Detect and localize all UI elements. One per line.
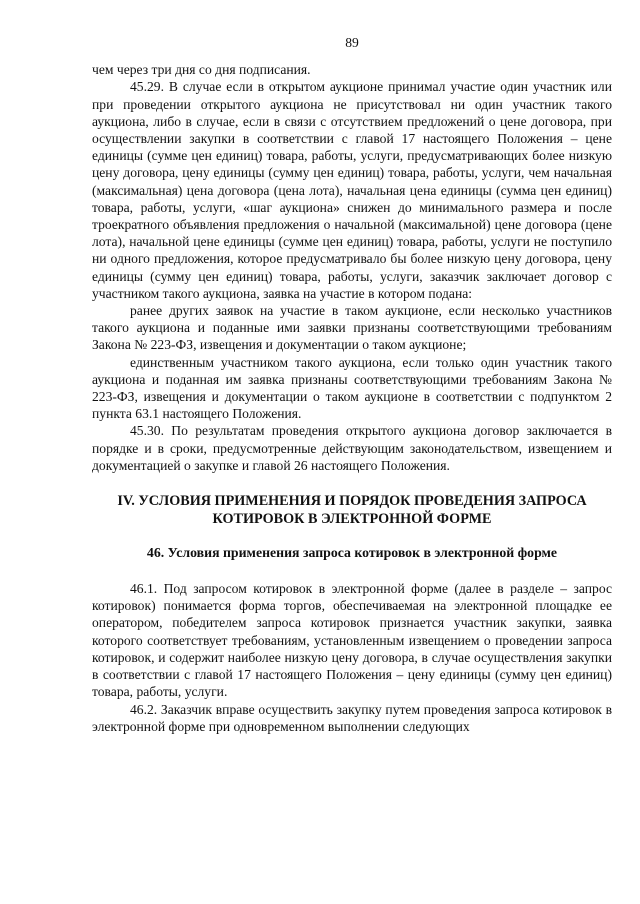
paragraph-continuation: чем через три дня со дня подписания. (92, 62, 311, 78)
paragraph-46-2: 46.2. Заказчик вправе осуществить закупку путем проведения запроса котировок в электронной форме при одновременном выполнении следующих (92, 701, 612, 734)
paragraph-single-participant: единственным участником такого аукциона, если только один участник такого аукциона и поданная им заявка признаны соответствующими требованиям Закона № 223-ФЗ, извещения и документации о таком аукционе в соответствии с подпунктом 2 пункта 63.1 настоящего Положения. (92, 354, 612, 422)
paragraph-45-29: 45.29. В случае если в открытом аукционе принимал участие один участник или при проведении открытого аукциона не присутствовал ни один участник такого аукциона, либо в случае, если в связи с отсутствием предложений о цене договора, при осуществлении закупки в соответствии с главой 17 настоящего Положения – цене единицы (сумме цен единиц) товара, работы, услуги, предусматривающих более низкую цену договора, цену единицы (сумму цен единиц) товара, работы, услуги, чем начальная (максимальная) цена договора (цена лота), начальная цена единицы (сумма цен единиц) товара, работы, услуги, «шаг аукциона» снижен до минимального размера и после троекратного объявления предложения о начальной (максимальной) цене договора (цене лота), начальной цене единицы (сумме цен единиц) товара, работы, услуги не поступило ни одного предложения, которое предусматривало бы более низкую цену договора, цену единицы (сумму цен единиц) товара, работы, услуги, заказчик заключает договор с участником такого аукциона, заявка на участие в котором подана: (92, 79, 612, 301)
paragraph-45-30: 45.30. По результатам проведения открытого аукциона договор заключается в порядке и в сроки, предусмотренные действующим законодательством, извещением и документацией о закупке и главой 26 настоящего Положения. (92, 423, 612, 473)
document-page (92, 34, 612, 735)
subsection-heading: 46. Условия применения запроса котировок в электронной форме (146, 545, 558, 561)
paragraph-46-1: 46.1. Под запросом котировок в электронной форме (далее в разделе – запрос котировок) понимается форма торгов, обеспечиваемая на электронной площадке ее оператором, победителем запроса котировок признается участник закупки, заявка которого соответствует требованиям, установленным извещением о проведении запроса котировок, и содержит наиболее низкую цену договора, в случае осуществления закупки в соответствии с главой 17 настоящего Положения – цену единицы (сумму цен единиц) товара, работы, услуги. (92, 581, 612, 700)
section-heading: IV. УСЛОВИЯ ПРИМЕНЕНИЯ И ПОРЯДОК ПРОВЕДЕНИЯ ЗАПРОСА КОТИРОВОК В ЭЛЕКТРОННОЙ ФОРМЕ (117, 493, 587, 528)
paragraph-first-bid: ранее других заявок на участие в таком аукционе, если несколько участников такого аукциона и поданные ими заявки признаны соответствующими требованиям Закона № 223-ФЗ, извещения и документации о таком аукционе; (92, 303, 612, 353)
page-number: 89 (345, 35, 359, 50)
